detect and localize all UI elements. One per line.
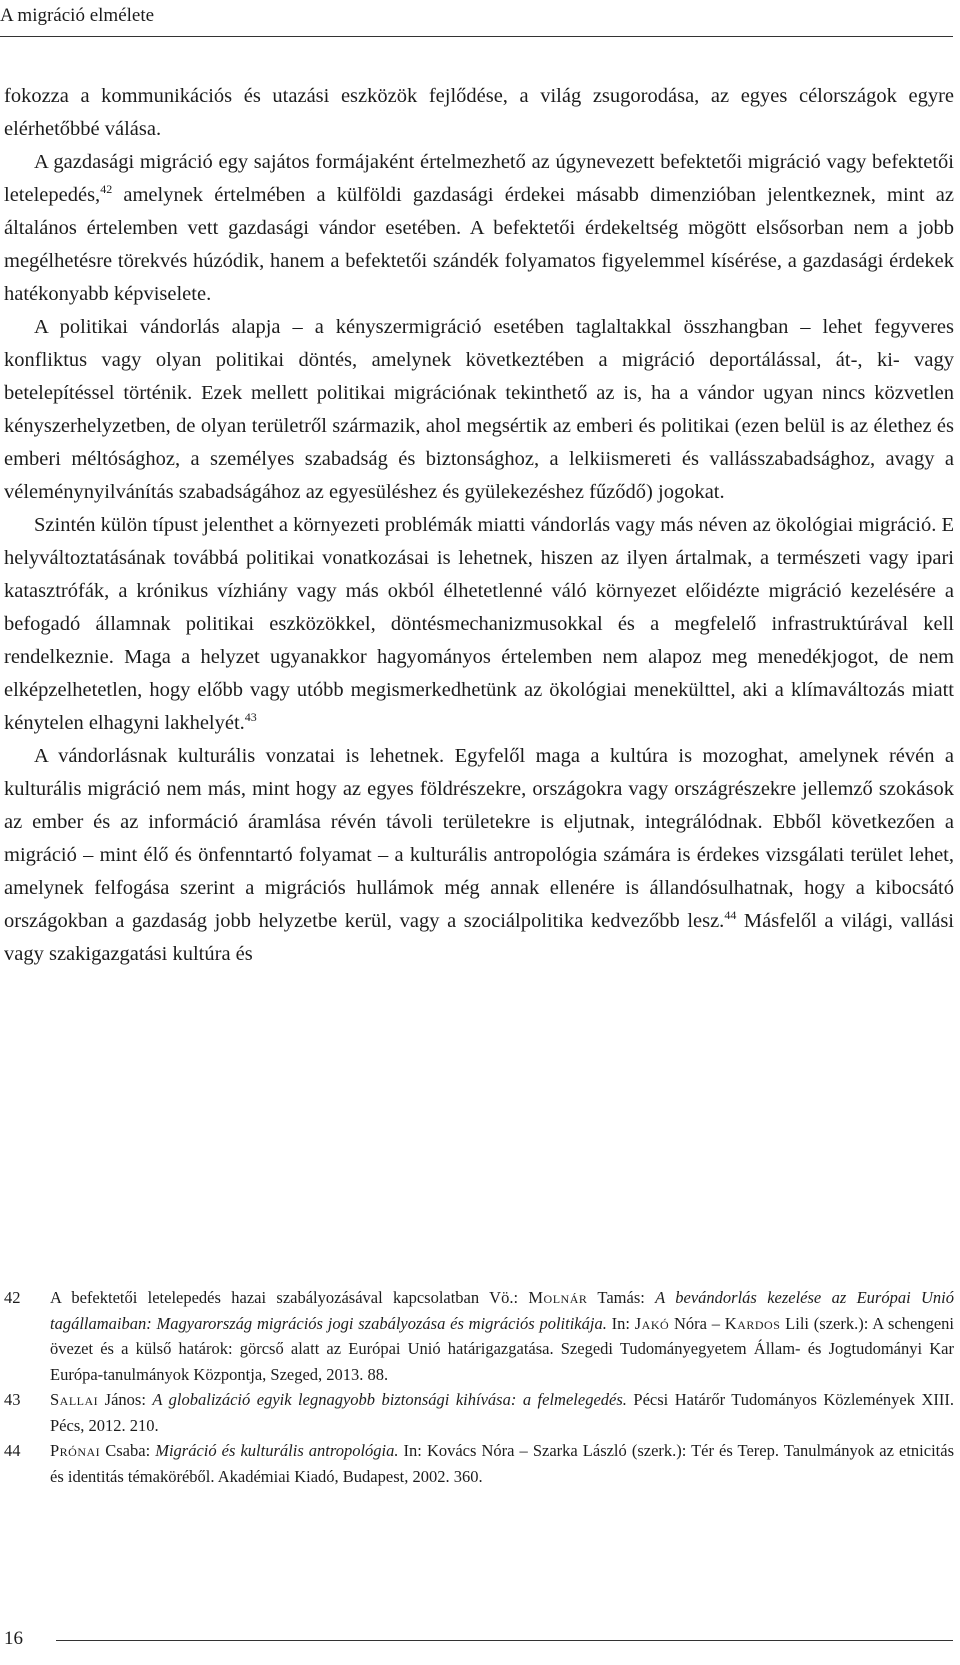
fn44-author: Prónai	[50, 1441, 101, 1460]
footnote-text	[50, 1285, 954, 1387]
paragraph-2-text-a: A gazdasági migráció egy sajátos formájaként értelmezhető az úgynevezett befektetői migráció vagy befektetői letelepedés,	[4, 151, 954, 206]
fn43-author: Sallai	[50, 1390, 99, 1409]
fn42-editor-2: Kardos	[724, 1313, 781, 1333]
fn42-part: Nóra –	[669, 1313, 725, 1333]
footnote-ref-42[interactable]: 42	[100, 182, 113, 197]
paragraph-5	[4, 740, 954, 971]
footnotes	[4, 1285, 954, 1489]
footnote-text	[50, 1387, 954, 1438]
paragraph-4-text: Szintén külön típust jelenthet a környezeti problémák miatti vándorlás vagy más néven az ökológiai migráció. E helyváltoztatásának továbbá politikai vonatkozásai is lehetnek, hiszen az ilyen ártalmak, a természeti vagy ipari katasztrófák, a krónikus vízhiány vagy más okból élhetetlenné váló környezet előidézte migráció kezelésére a befogadó államnak politikai eszközökkel, döntésmechanizmusokkal és a megfelelő infrastruktúrával kell rendelkeznie. Maga a helyzet ugyanakkor hagyományos értelemben nem alapoz meg menedékjogot, de nem elképzelhetetlen, hogy előbb vagy utóbb megismerkedhetünk az ökológiai menekülttel, aki a klímaváltozás miatt kénytelen elhagyni lakhelyét.	[4, 514, 954, 734]
paragraph-4	[4, 509, 954, 740]
paragraph-5-text-b: Másfelől a világi, vallási vagy szakigazgatási kultúra és	[4, 910, 954, 965]
fn43-title: A globalizáció egyik legnagyobb biztonsági kihívása: a felmelegedés.	[152, 1390, 627, 1409]
fn42-author: Molnár	[528, 1288, 588, 1307]
fn42-part: In:	[606, 1313, 635, 1333]
paragraph-5-text-a: A vándorlásnak kulturális vonzatai is lehetnek. Egyfelől maga a kultúra is mozoghat, amelynek révén a kulturális migráció nem más, mint hogy az egyes földrészekre, országokra vagy országrészekre jellemző szokások az ember és az információ áramlása révén távoli területekre is eljutnak, integrálódnak. Ebből következően a migráció – mint élő és önfenntartó folyamat – a kulturális antropológia számára is érdekes vizsgálati terület lehet, amelynek felfogása szerint a migrációs hullámok még annak ellenére is állandósulhatnak, hogy a kibocsátó országokban a gazdaság jobb helyzetbe kerül, vagy a szociálpolitika kedvezőbb lesz.	[4, 745, 954, 932]
page-number: 16	[4, 1628, 23, 1649]
body-text	[4, 80, 954, 971]
fn44-title: Migráció és kulturális antropológia.	[155, 1441, 399, 1460]
paragraph-1: fokozza a kommunikációs és utazási eszközök fejlődése, a világ zsugorodása, az egyes célországok egyre elérhetőbbé válása.	[4, 85, 954, 140]
paragraph-3: A politikai vándorlás alapja – a kényszermigráció esetében taglaltakkal összhangban – lehet fegyveres konfliktus vagy olyan politikai döntés, amelynek következtében a migráció deportálással, át-, ki- vagy betelepítéssel történik. Ezek mellett politikai migrációnak tekinthető az is, ha a vándor ugyan nincs közvetlen kényszerhelyzetben, de olyan területről származik, ahol megsértik az emberi és politikai (ezen belül is az élethez és emberi méltósághoz, a személyes szabadság és biztonsághoz, a lelkiismereti és vallásszabadsághoz, avagy a véleménynyilvánítás szabadságához az egyesüléshez és gyülekezéshez fűződő) jogokat.	[4, 316, 954, 503]
fn44-part: Csaba:	[100, 1441, 156, 1460]
fn42-part: A befektetői letelepedés hazai szabályozásával kapcsolatban Vö.:	[50, 1288, 529, 1307]
footnote-text	[50, 1438, 954, 1489]
fn43-part: Pécsi Határőr Tudományos Közlemények XIII. Pécs, 2012. 210.	[50, 1390, 955, 1435]
header-rule	[0, 36, 953, 37]
paragraph-2	[4, 146, 954, 311]
fn42-title: A bevándorlás kezelése az Európai Unió tagállamaiban: Magyarország migrációs jogi szabályozása és migrációs politikája.	[50, 1288, 954, 1333]
footnote-43	[4, 1387, 954, 1438]
footnote-number: 42	[4, 1288, 21, 1307]
footnote-ref-43[interactable]: 43	[244, 710, 257, 725]
footnote-number: 44	[4, 1441, 21, 1460]
fn44-part: In: Kovács Nóra – Szarka László (szerk.): Tér és Terep. Tanulmányok az etnicitás és identitás témaköréből. Akadémiai Kiadó, Budapest, 2002. 360.	[50, 1441, 954, 1486]
fn42-part: Tamás:	[587, 1288, 656, 1307]
paragraph-2-text-b: amelynek értelmében a külföldi gazdasági érdekei másabb dimenzióban jelentkeznek, mint az általános értelemben vett gazdasági vándor esetében. A befektetői érdekeltség mögött elsősorban nem a jobb megélhetésre törekvés húzódik, hanem a befektetői szándék folyamatos figyelemmel kísérése, a gazdasági érdekek hatékonyabb képviselete.	[4, 184, 954, 305]
fn42-editor-1: Jakó	[634, 1313, 670, 1333]
running-head: A migráció elmélete	[0, 5, 155, 26]
footnote-ref-44[interactable]: 44	[724, 908, 737, 923]
footnote-42	[4, 1285, 954, 1387]
footnote-number: 43	[4, 1390, 21, 1409]
fn43-part: János:	[98, 1390, 153, 1409]
footnote-44	[4, 1438, 954, 1489]
fn42-part: Lili (szerk.): A schengeni övezet és a külső határok: görcső alatt az Európai Unió határigazgatása. Szegedi Tudományegyetem Állam- és Jogtudományi Kar Európa-tanulmányok Központja, Szeged, 2013. 88.	[50, 1313, 954, 1384]
footer-rule	[56, 1640, 953, 1641]
